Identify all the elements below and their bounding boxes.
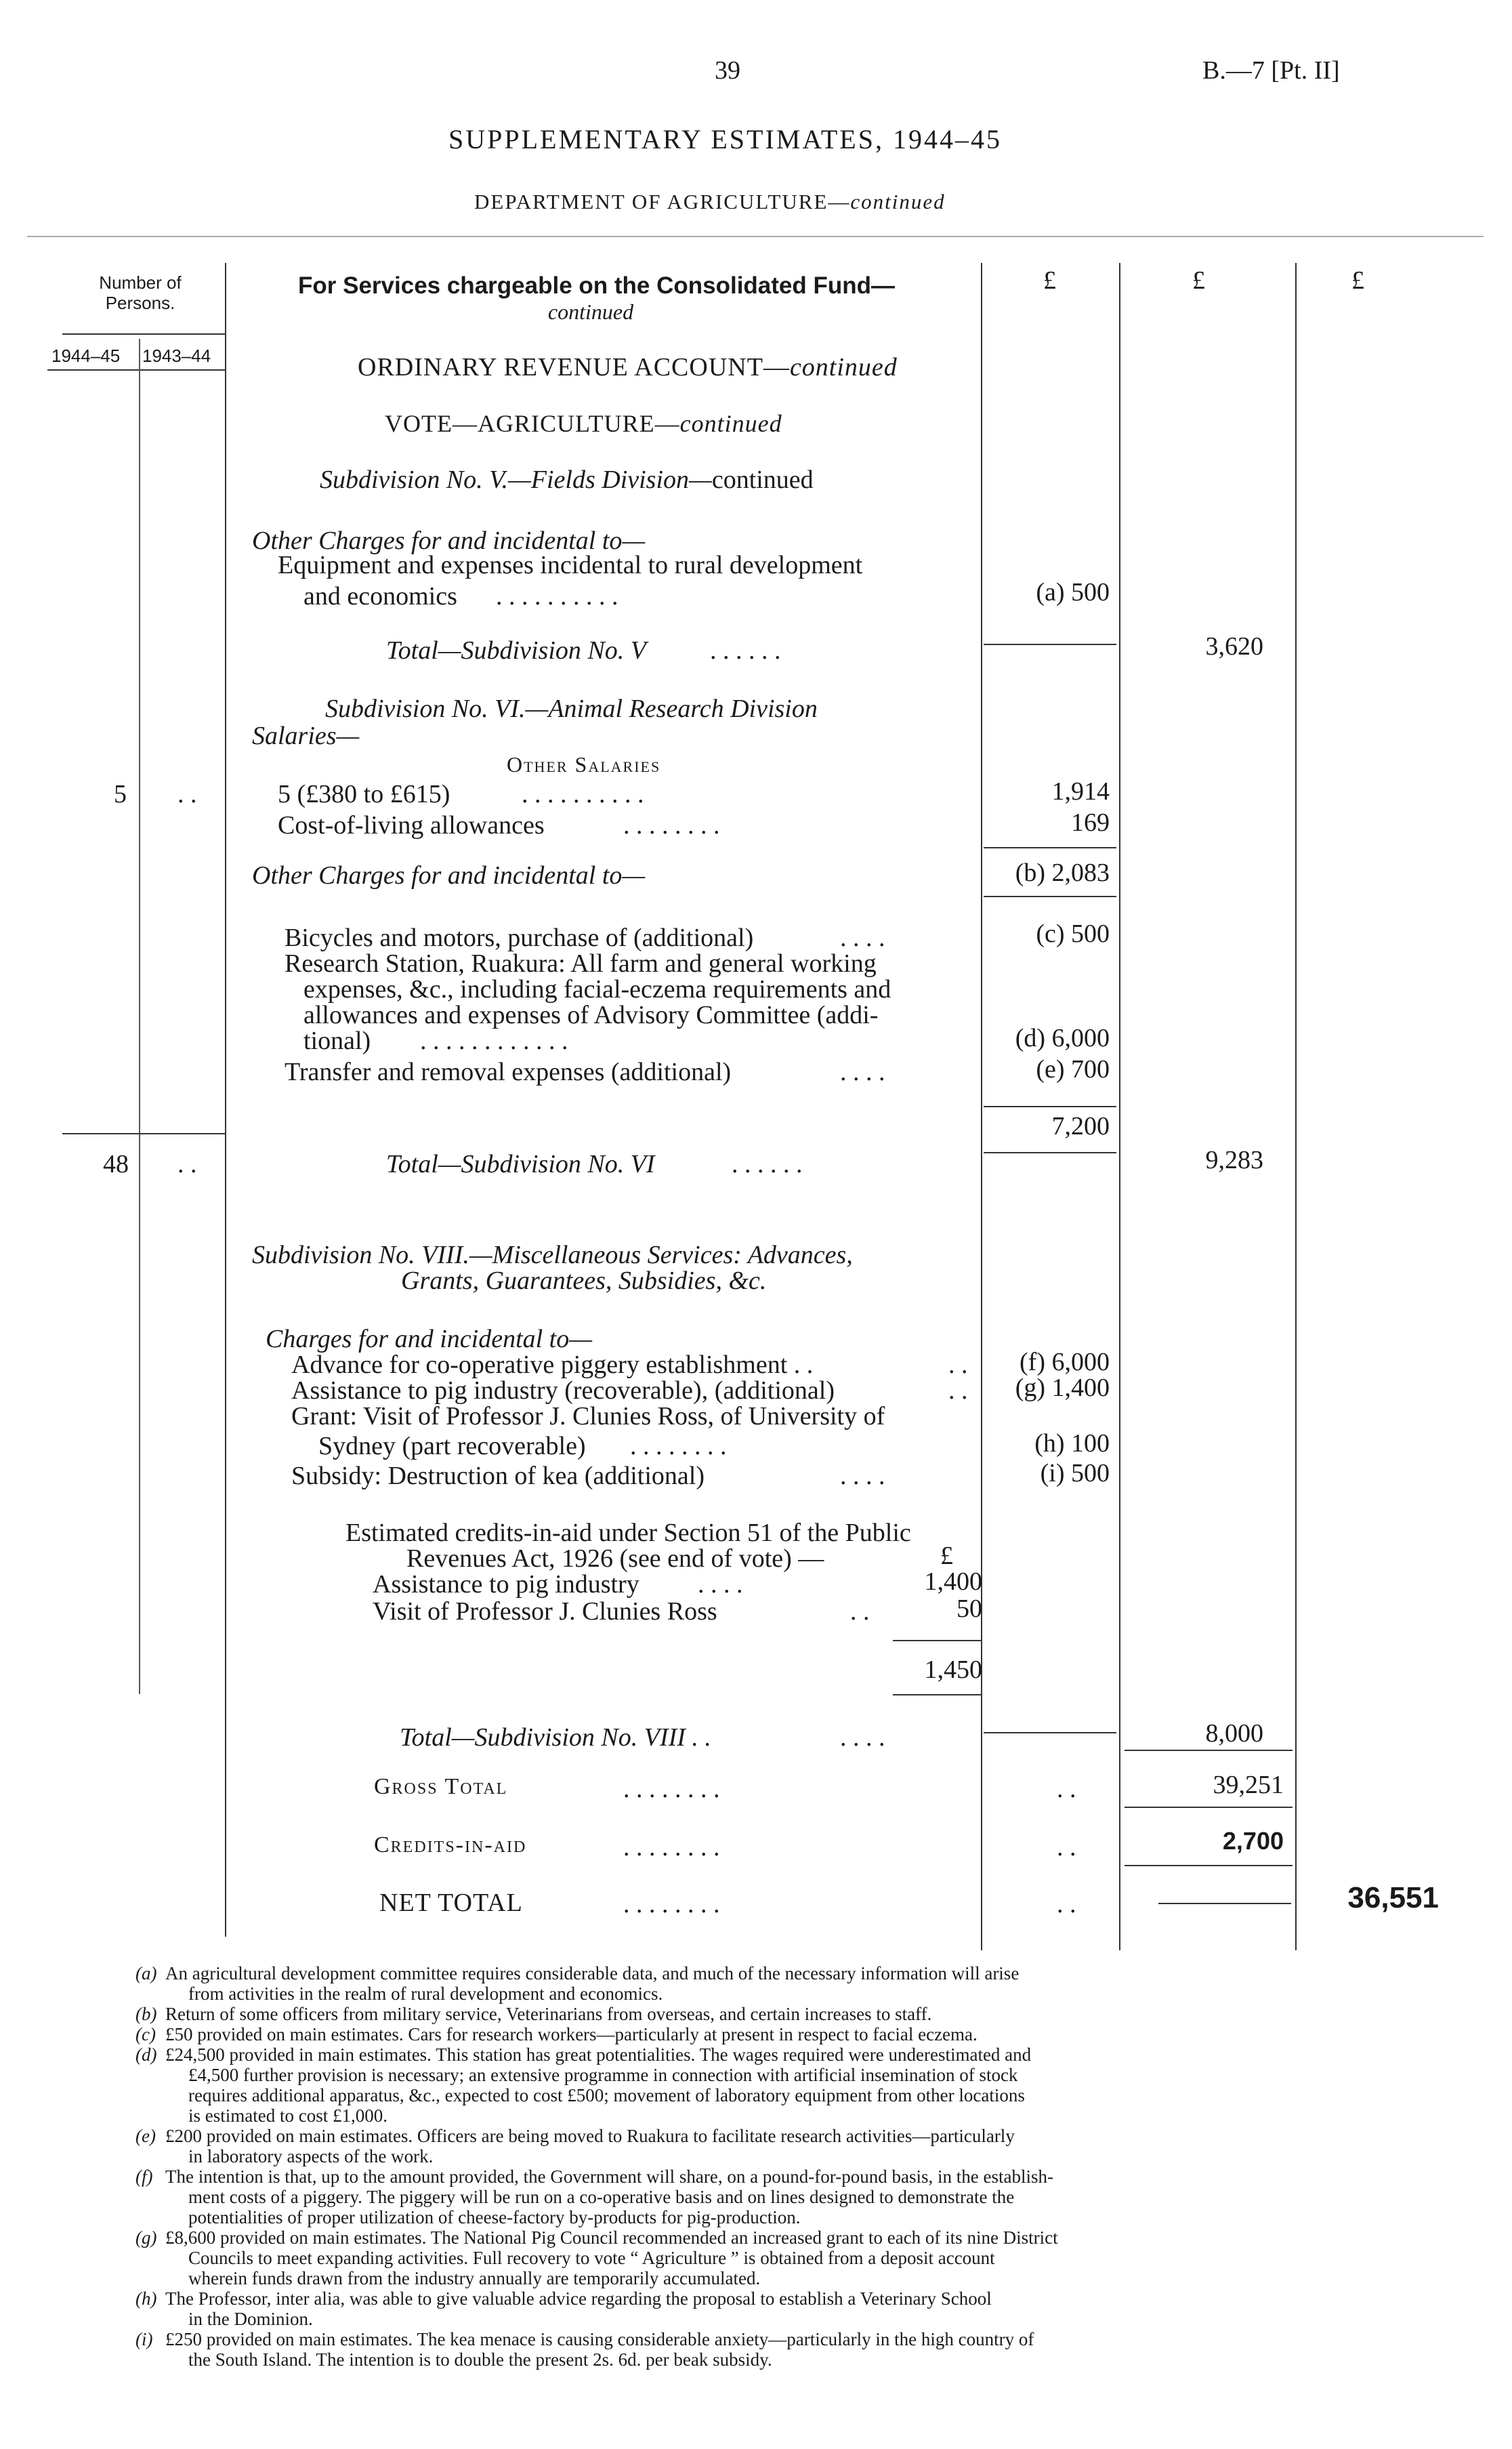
subdivision-5-other-charges: Other Charges for and incidental to— — [252, 527, 646, 555]
account-heading: ORDINARY REVENUE ACCOUNT—continued — [358, 353, 898, 382]
footnote-line: £250 provided on main estimates. The kea menace is causing considerable anxiety—particularly in the high country of — [165, 2329, 1034, 2349]
other-salaries-heading: Other Salaries — [507, 752, 661, 777]
footnote-line: Return of some officers from military service, Veterinarians from overseas, and certain increases to staff. — [165, 2004, 932, 2024]
credit-pig-industry-value: 1,400 — [924, 1567, 982, 1596]
persons-1943-44: . . — [177, 780, 197, 808]
leader-dots: . . . . . . . . . . — [496, 582, 618, 611]
credits-sum-rule-top — [893, 1640, 981, 1641]
leader-dots: . . — [1057, 1890, 1076, 1918]
pig-industry-label: Assistance to pig industry (recoverable), (additional) — [291, 1376, 835, 1405]
document-reference: B.—7 [Pt. II] — [1202, 56, 1340, 85]
research-line2: expenses, &c., including facial-eczema requirements and — [303, 975, 891, 1004]
leader-dots: . . . . . . . . — [623, 811, 720, 840]
credits-currency-symbol: £ — [940, 1542, 953, 1570]
grant-value: (h) 100 — [1034, 1429, 1110, 1458]
footnote-line: in the Dominion. — [188, 2309, 313, 2329]
subdivision-5-total-label: Total—Subdivision No. V — [386, 636, 646, 665]
cost-of-living-value: 169 — [1071, 808, 1110, 837]
net-total-label: NET TOTAL — [379, 1889, 523, 1917]
column-rule-persons — [225, 263, 226, 1937]
total-rule — [1125, 1865, 1293, 1866]
footnote-line: £50 provided on main estimates. Cars for research workers—particularly at present in respect to facial eczema. — [165, 2024, 978, 2044]
credits-total-value: 1,450 — [924, 1655, 982, 1684]
leader-dots: . . — [850, 1597, 870, 1626]
net-total-value: 36,551 — [1347, 1881, 1439, 1914]
leader-dots: . . . . — [840, 1058, 885, 1086]
footnote-mark: (a) — [135, 1963, 157, 1983]
piggery-label: Advance for co-operative piggery establishment . . — [291, 1351, 814, 1379]
leader-dots: . . . . . . . . — [623, 1890, 720, 1918]
total-rule — [1158, 1903, 1291, 1904]
persons-total-1943-44: . . — [177, 1150, 197, 1178]
leader-dots: . . . . — [840, 1723, 885, 1752]
subdivision-6-total-label: Total—Subdivision No. VI — [386, 1150, 655, 1178]
footnote-line: The intention is that, up to the amount provided, the Government will share, on a pound-for-pound basis, in the establish- — [165, 2166, 1053, 2187]
credit-pig-industry-label: Assistance to pig industry — [373, 1570, 639, 1599]
footnote-mark: (d) — [135, 2044, 157, 2065]
subdivision-5-item-value: (a) 500 — [1036, 578, 1110, 606]
credit-professor-label: Visit of Professor J. Clunies Ross — [373, 1597, 717, 1626]
footnote-line: £200 provided on main estimates. Officers are being moved to Ruakura to facilitate research activities—particularly — [165, 2126, 1015, 2146]
leader-dots: . . . . . . . . — [623, 1833, 720, 1861]
footnote-line: is estimated to cost £1,000. — [188, 2105, 387, 2126]
bicycles-value: (c) 500 — [1036, 920, 1110, 948]
page-title: SUPPLEMENTARY ESTIMATES, 1944–45 — [448, 124, 1002, 155]
leader-dots: . . . . . . . . . . . . — [420, 1027, 568, 1055]
footnote-line: the South Island. The intention is to double the present 2s. 6d. per beak subsidy. — [188, 2349, 772, 2370]
salary-row-label: 5 (£380 to £615) — [278, 780, 450, 808]
salary-row-value: 1,914 — [1051, 777, 1110, 806]
vote-heading: VOTE—AGRICULTURE—continued — [385, 410, 782, 437]
leader-dots: . . . . . . . . — [630, 1432, 727, 1460]
subtotal-rule — [984, 847, 1116, 848]
number-of-persons-header: Number of Persons. — [99, 272, 182, 313]
piggery-value: (f) 6,000 — [1020, 1348, 1110, 1376]
leader-dots: . . . . . . . . — [623, 1775, 720, 1803]
footnote-mark: (b) — [135, 2004, 157, 2024]
footnote-line: wherein funds drawn from the industry annually are temporarily accumulated. — [188, 2268, 761, 2288]
subdivision-5-total-value: 3,620 — [1205, 632, 1263, 661]
bicycles-label: Bicycles and motors, purchase of (additional) — [285, 924, 754, 952]
gross-total-label: Gross Total — [374, 1774, 508, 1799]
pig-industry-value: (g) 1,400 — [1015, 1374, 1110, 1402]
leader-dots: . . . . — [698, 1570, 743, 1599]
subtotal-rule — [984, 1152, 1116, 1153]
footnote-mark: (i) — [135, 2329, 153, 2349]
services-heading-continued: continued — [547, 300, 634, 324]
footnote-mark: (e) — [135, 2126, 156, 2146]
currency-symbol-col2: £ — [1192, 266, 1205, 295]
credits-in-aid-label: Credits-in-aid — [374, 1832, 527, 1857]
column-rule-2 — [1119, 263, 1120, 1950]
persons-header-rule — [62, 333, 225, 335]
leader-dots: . . — [948, 1376, 968, 1405]
footnote-line: from activities in the realm of rural development and economics. — [188, 1983, 663, 2004]
year-1944-45: 1944–45 — [51, 346, 121, 366]
leader-dots: . . . . — [840, 1462, 885, 1490]
subdivision-8-heading-line1: Subdivision No. VIII.—Miscellaneous Services: Advances, — [252, 1241, 853, 1269]
subtotal-rule — [984, 896, 1116, 897]
department-heading: DEPARTMENT OF AGRICULTURE—continued — [474, 190, 946, 213]
gross-total-value: 39,251 — [1213, 1771, 1284, 1799]
subdivision-8-total-label: Total—Subdivision No. VIII . . — [400, 1723, 711, 1752]
leader-dots: . . . . . . — [710, 636, 781, 665]
kea-subsidy-label: Subsidy: Destruction of kea (additional) — [291, 1462, 705, 1490]
subdivision-5-heading: Subdivision No. V.—Fields Division—continued — [320, 466, 814, 494]
leader-dots: . . — [1057, 1833, 1076, 1861]
credits-in-aid-value: 2,700 — [1222, 1827, 1284, 1855]
currency-symbol-col3: £ — [1351, 266, 1364, 295]
total-rule — [1125, 1750, 1293, 1751]
cost-of-living-label: Cost-of-living allowances — [278, 811, 545, 840]
leader-dots: . . — [948, 1351, 968, 1379]
column-rule-3 — [1295, 263, 1297, 1950]
leader-dots: . . . . . . . . . . — [522, 780, 644, 808]
subdivision-6-heading: Subdivision No. VI.—Animal Research Division — [325, 695, 818, 723]
leader-dots: . . . . . . — [732, 1150, 803, 1178]
subtotal-rule — [984, 1106, 1116, 1107]
total-rule — [1125, 1807, 1293, 1808]
footnote-line: £24,500 provided in main estimates. This station has great potentialities. The wages required were underestimated and — [165, 2044, 1032, 2065]
services-heading: For Services chargeable on the Consolidated Fund— — [298, 272, 895, 299]
footnote-mark: (f) — [135, 2166, 153, 2187]
years-header-rule — [47, 369, 225, 371]
subdivision-8-total-value: 8,000 — [1205, 1719, 1263, 1748]
year-1943-44: 1943–44 — [142, 346, 211, 366]
research-value: (d) 6,000 — [1015, 1024, 1110, 1052]
leader-dots: . . . . — [840, 924, 885, 952]
kea-subsidy-value: (i) 500 — [1040, 1459, 1110, 1487]
column-rule-1 — [981, 263, 982, 1950]
footnote-line: in laboratory aspects of the work. — [188, 2146, 434, 2166]
footnote-line: £4,500 further provision is necessary; an extensive programme in connection with artificial insemination of stock — [188, 2065, 1018, 2085]
persons-total: 48 — [103, 1150, 129, 1178]
credits-sum-rule-bottom — [893, 1694, 981, 1695]
footnote-line: ment costs of a piggery. The piggery will be run on a co-operative basis and on lines designed to demonstrate the — [188, 2187, 1015, 2207]
subdivision-8-heading-line2: Grants, Guarantees, Subsidies, &c. — [401, 1267, 767, 1295]
transfer-value: (e) 700 — [1036, 1055, 1110, 1084]
footnote-line: requires additional apparatus, &c., expected to cost £500; movement of laboratory equipment from other locations — [188, 2085, 1025, 2105]
subdivision-6-salaries: Salaries— — [252, 722, 360, 750]
persons-total-rule — [62, 1133, 225, 1134]
footnote-line: An agricultural development committee requires considerable data, and much of the necessary information will arise — [165, 1963, 1020, 1983]
subdivision-8-charges: Charges for and incidental to— — [266, 1325, 593, 1353]
subtotal-rule — [984, 644, 1116, 645]
footnote-line: The Professor, inter alia, was able to give valuable advice regarding the proposal to establish a Veterinary School — [165, 2288, 992, 2309]
footnote-line: potentialities of proper utilization of cheese-factory by-products for pig-production. — [188, 2207, 801, 2227]
footnote-mark: (h) — [135, 2288, 157, 2309]
research-line3: allowances and expenses of Advisory Committee (addi- — [303, 1001, 879, 1029]
header-rule — [27, 236, 1484, 237]
charges-sum-value: 7,200 — [1051, 1112, 1110, 1140]
column-rule-years — [139, 339, 140, 1694]
subdivision-5-item-line2: and economics — [303, 582, 457, 611]
credit-professor-value: 50 — [957, 1594, 982, 1623]
subdivision-6-other-charges: Other Charges for and incidental to— — [252, 861, 646, 890]
subdivision-5-item-line1: Equipment and expenses incidental to rural development — [278, 551, 863, 579]
footnote-line: £8,600 provided on main estimates. The National Pig Council recommended an increased grant to each of its nine District — [165, 2227, 1058, 2248]
grant-line1: Grant: Visit of Professor J. Clunies Ross, of University of — [291, 1402, 885, 1431]
subdivision-6-salaries-subtotal: (b) 2,083 — [1015, 859, 1110, 887]
subdivision-6-total-value: 9,283 — [1205, 1146, 1263, 1174]
currency-symbol-col1: £ — [1043, 266, 1056, 295]
research-line4: tional) — [303, 1027, 371, 1055]
page-number: 39 — [715, 56, 740, 85]
footnote-mark: (c) — [135, 2024, 156, 2044]
persons-1944-45: 5 — [114, 780, 127, 808]
credits-in-aid-line2: Revenues Act, 1926 (see end of vote) — — [406, 1544, 824, 1573]
footnote-line: Councils to meet expanding activities. Full recovery to vote “ Agriculture ” is obtained from a deposit account — [188, 2248, 995, 2268]
research-line1: Research Station, Ruakura: All farm and general working — [285, 949, 877, 978]
footnote-mark: (g) — [135, 2227, 157, 2248]
transfer-label: Transfer and removal expenses (additional) — [285, 1058, 732, 1086]
credits-in-aid-line1: Estimated credits-in-aid under Section 51 of the Public — [345, 1519, 911, 1547]
subtotal-rule — [984, 1732, 1116, 1733]
leader-dots: . . — [1057, 1775, 1076, 1803]
grant-line2: Sydney (part recoverable) — [318, 1432, 586, 1460]
